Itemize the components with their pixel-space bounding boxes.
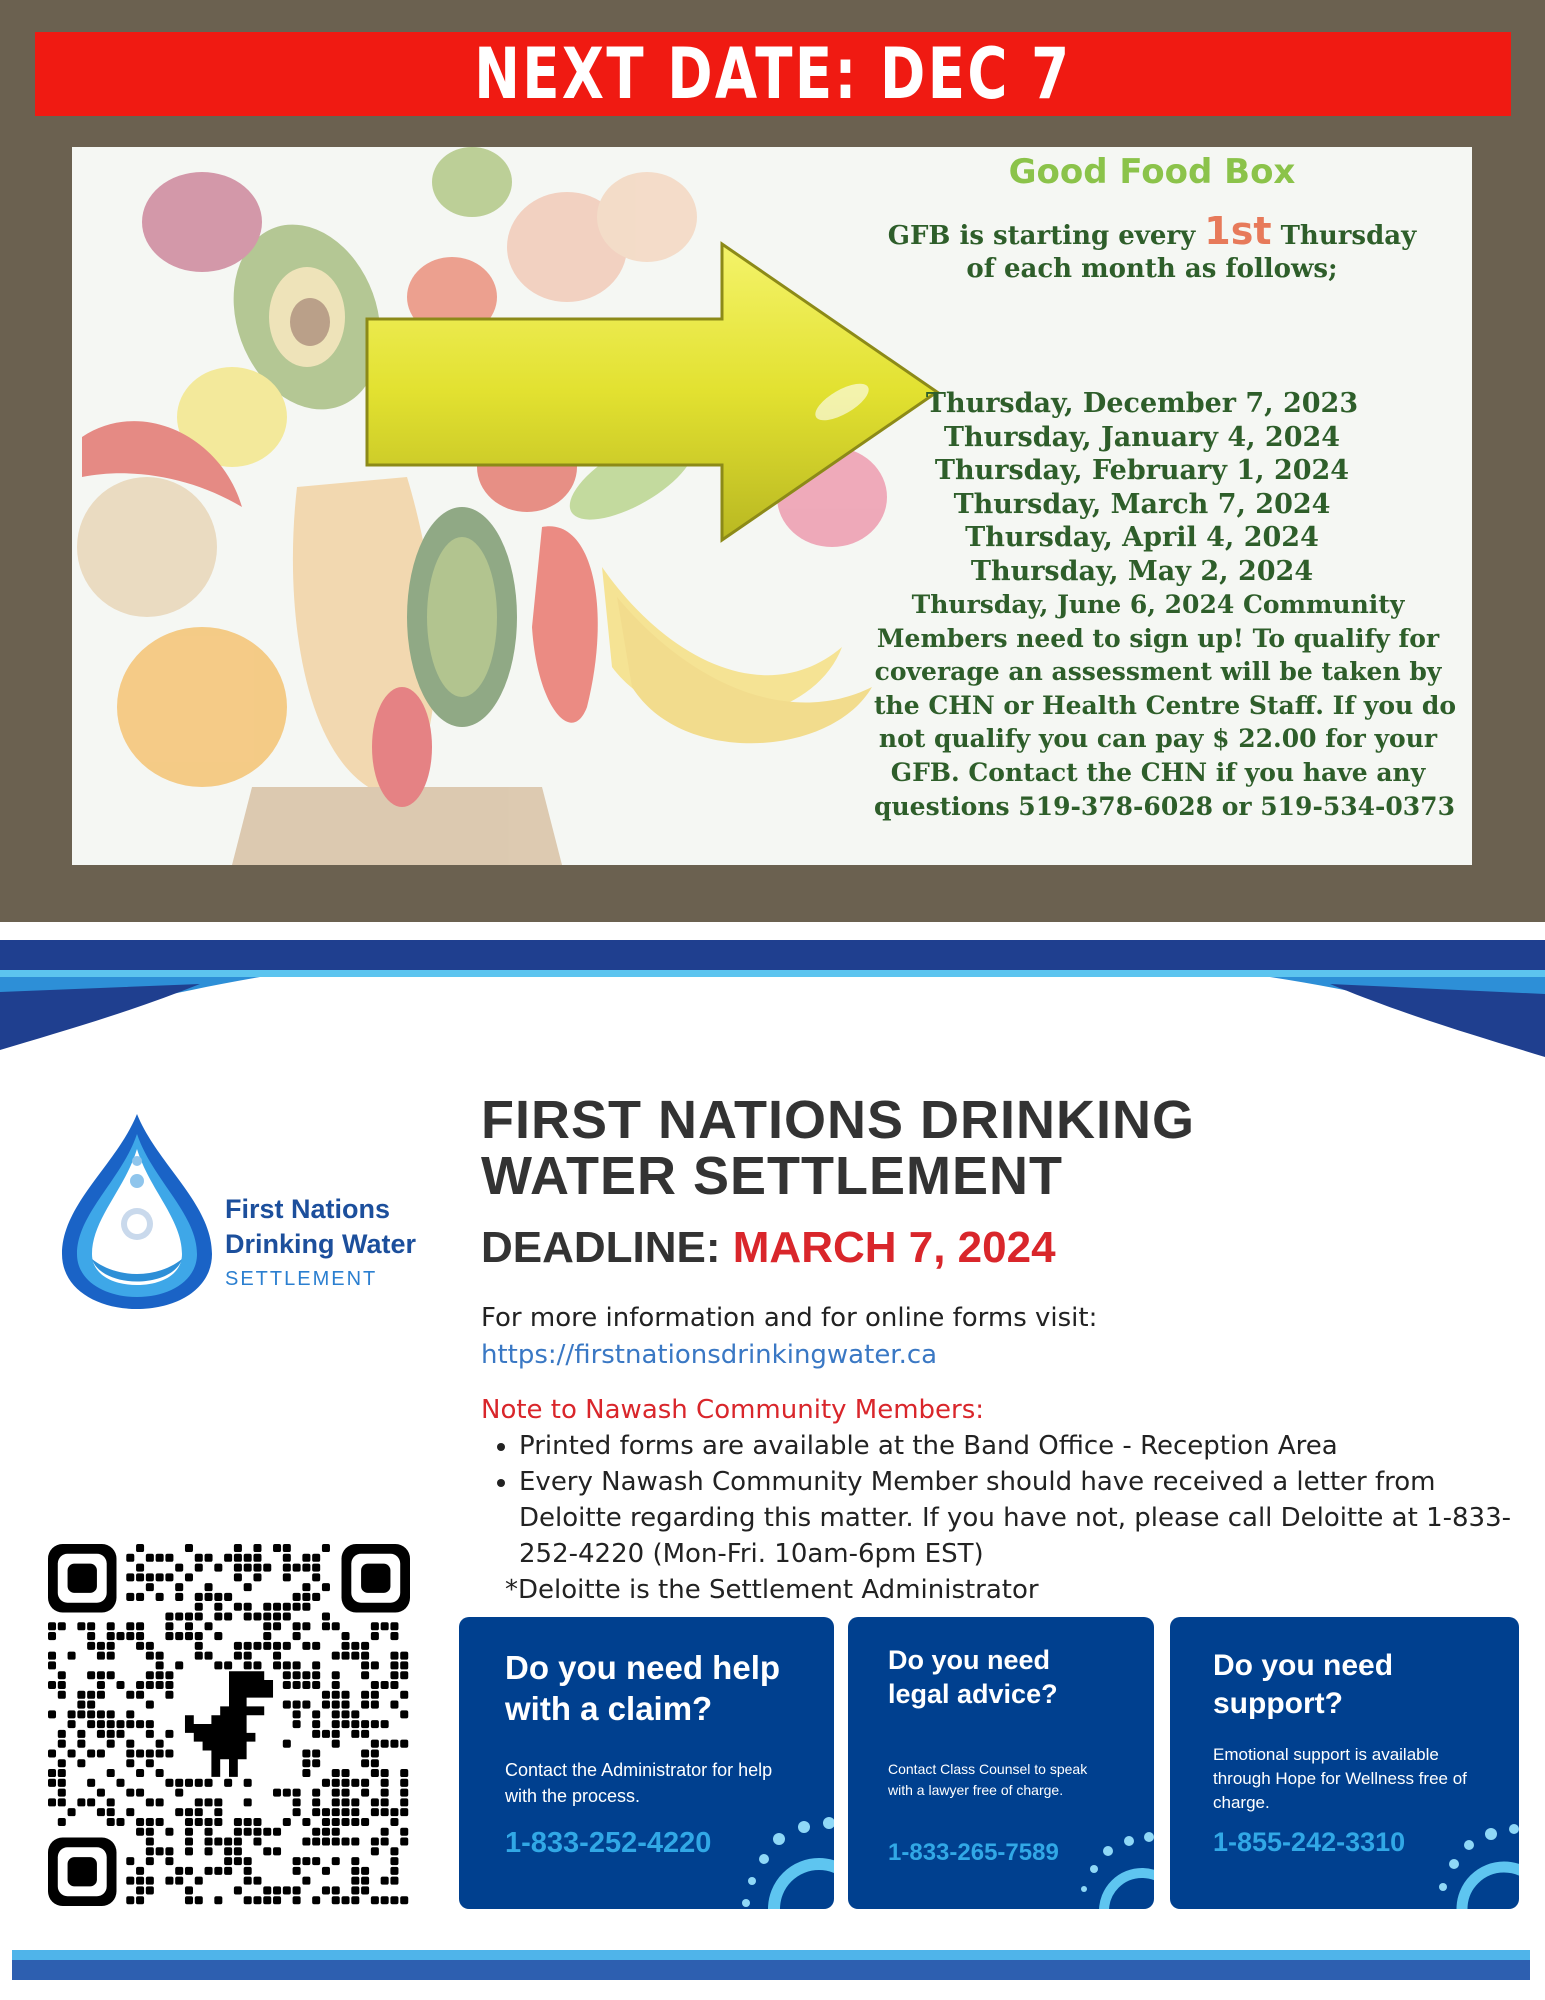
card-title: Do you need help with a claim? <box>505 1649 781 1727</box>
gfb-notice <box>874 588 1457 823</box>
legal-advice-card <box>848 1617 1154 1909</box>
gfb-date: Thursday, December 7, 2023 <box>925 388 1359 419</box>
legal-phone[interactable]: 1-833-265-7589 <box>888 1839 1059 1866</box>
footer-bar <box>0 1950 1545 2000</box>
website-link[interactable]: https://firstnationsdrinkingwater.ca <box>481 1340 938 1370</box>
note-item: • Printed forms are available at the Band Office - Reception Area <box>519 1428 1521 1464</box>
community-note <box>481 1392 1521 1608</box>
gfb-notice-line: coverage an assessment will be taken by <box>874 657 1442 687</box>
gfb-date: Thursday, April 4, 2024 <box>965 522 1319 554</box>
next-date-text: NEXT DATE: DEC 7 <box>474 33 1072 115</box>
deadline-date: MARCH 7, 2024 <box>732 1223 1056 1272</box>
card-body: Contact the Administrator for help with the process. <box>505 1760 773 1806</box>
gfb-title: Good Food Box <box>1008 152 1296 192</box>
gfb-intro-start: GFB is starting every <box>887 221 1205 251</box>
sunburst-decoration-icon <box>724 1799 834 1909</box>
gfb-intro-end: Thursday of each month as follows; <box>966 221 1417 284</box>
note-heading: Note to Nawash Community Members: <box>481 1395 985 1425</box>
settlement-title <box>481 1092 1481 1204</box>
gfb-intro <box>872 209 1432 286</box>
gfb-date-list <box>852 387 1432 589</box>
water-drop-logo-icon <box>57 1109 217 1314</box>
logo-line-3: SETTLEMENT <box>225 1268 378 1290</box>
dinosaur-icon <box>185 1671 273 1777</box>
header-swoosh <box>0 922 1545 1062</box>
good-food-box-flyer <box>72 147 1472 865</box>
gfb-date: Thursday, January 4, 2024 <box>943 421 1341 453</box>
gfb-date: Thursday, March 7, 2024 <box>953 488 1331 520</box>
info-block <box>481 1300 1097 1374</box>
deadline <box>481 1223 1056 1273</box>
sunburst-decoration-icon <box>1419 1809 1519 1909</box>
deadline-label: DEADLINE: <box>481 1223 733 1272</box>
gfb-notice-line: GFB. Contact the CHN if you have any <box>890 757 1426 787</box>
claim-phone[interactable]: 1-833-252-4220 <box>505 1827 712 1859</box>
card-body: Emotional support is available through Hope for Wellness free of charge. <box>1213 1745 1467 1812</box>
settlement-title-line-1: FIRST NATIONS DRINKING <box>481 1090 1195 1150</box>
gfb-date: Thursday, May 2, 2024 <box>970 555 1314 587</box>
good-food-box-poster <box>0 0 1545 922</box>
gfb-date: Thursday, February 1, 2024 <box>934 455 1350 487</box>
gfb-notice-line: not qualify you can pay $ 22.00 for your <box>878 724 1438 754</box>
sunburst-decoration-icon <box>1064 1819 1154 1909</box>
gfb-notice-line: the CHN or Health Centre Staff. If you do <box>874 690 1457 720</box>
next-date-banner <box>35 32 1511 116</box>
logo-line-2: Drinking Water <box>225 1229 417 1259</box>
card-body: Contact Class Counsel to speak with a lawyer free of charge. <box>888 1761 1088 1798</box>
support-phone[interactable]: 1-855-242-3310 <box>1213 1827 1406 1857</box>
gfb-intro-ordinal: 1st <box>1204 209 1272 253</box>
info-text: For more information and for online forms visit: <box>481 1303 1098 1333</box>
card-title: Do you need legal advice? <box>888 1645 1058 1709</box>
logo-wordmark <box>225 1192 416 1297</box>
gfb-notice-line: questions 519-378-6028 or 519-534-0373 <box>874 791 1455 821</box>
card-title: Do you need support? <box>1213 1649 1394 1720</box>
note-item: • Every Nawash Community Member should have received a letter from Deloitte regarding this matter. If you have not, please call Deloitte at 1-833-252-4220 (Mon-Fri. 10am-6pm EST) <box>519 1464 1521 1572</box>
note-footnote: *Deloitte is the Settlement Administrator <box>505 1575 1039 1605</box>
logo-line-1: First Nations <box>225 1194 391 1224</box>
gfb-notice-line: Members need to sign up! To qualify for <box>876 623 1440 653</box>
support-card <box>1170 1617 1519 1909</box>
claim-help-card <box>459 1617 834 1909</box>
qr-code-icon[interactable] <box>48 1544 410 1906</box>
gfb-notice-line: Thursday, June 6, 2024 Community <box>911 590 1405 619</box>
settlement-title-line-2: WATER SETTLEMENT <box>481 1146 1063 1206</box>
note-list <box>481 1428 1521 1572</box>
